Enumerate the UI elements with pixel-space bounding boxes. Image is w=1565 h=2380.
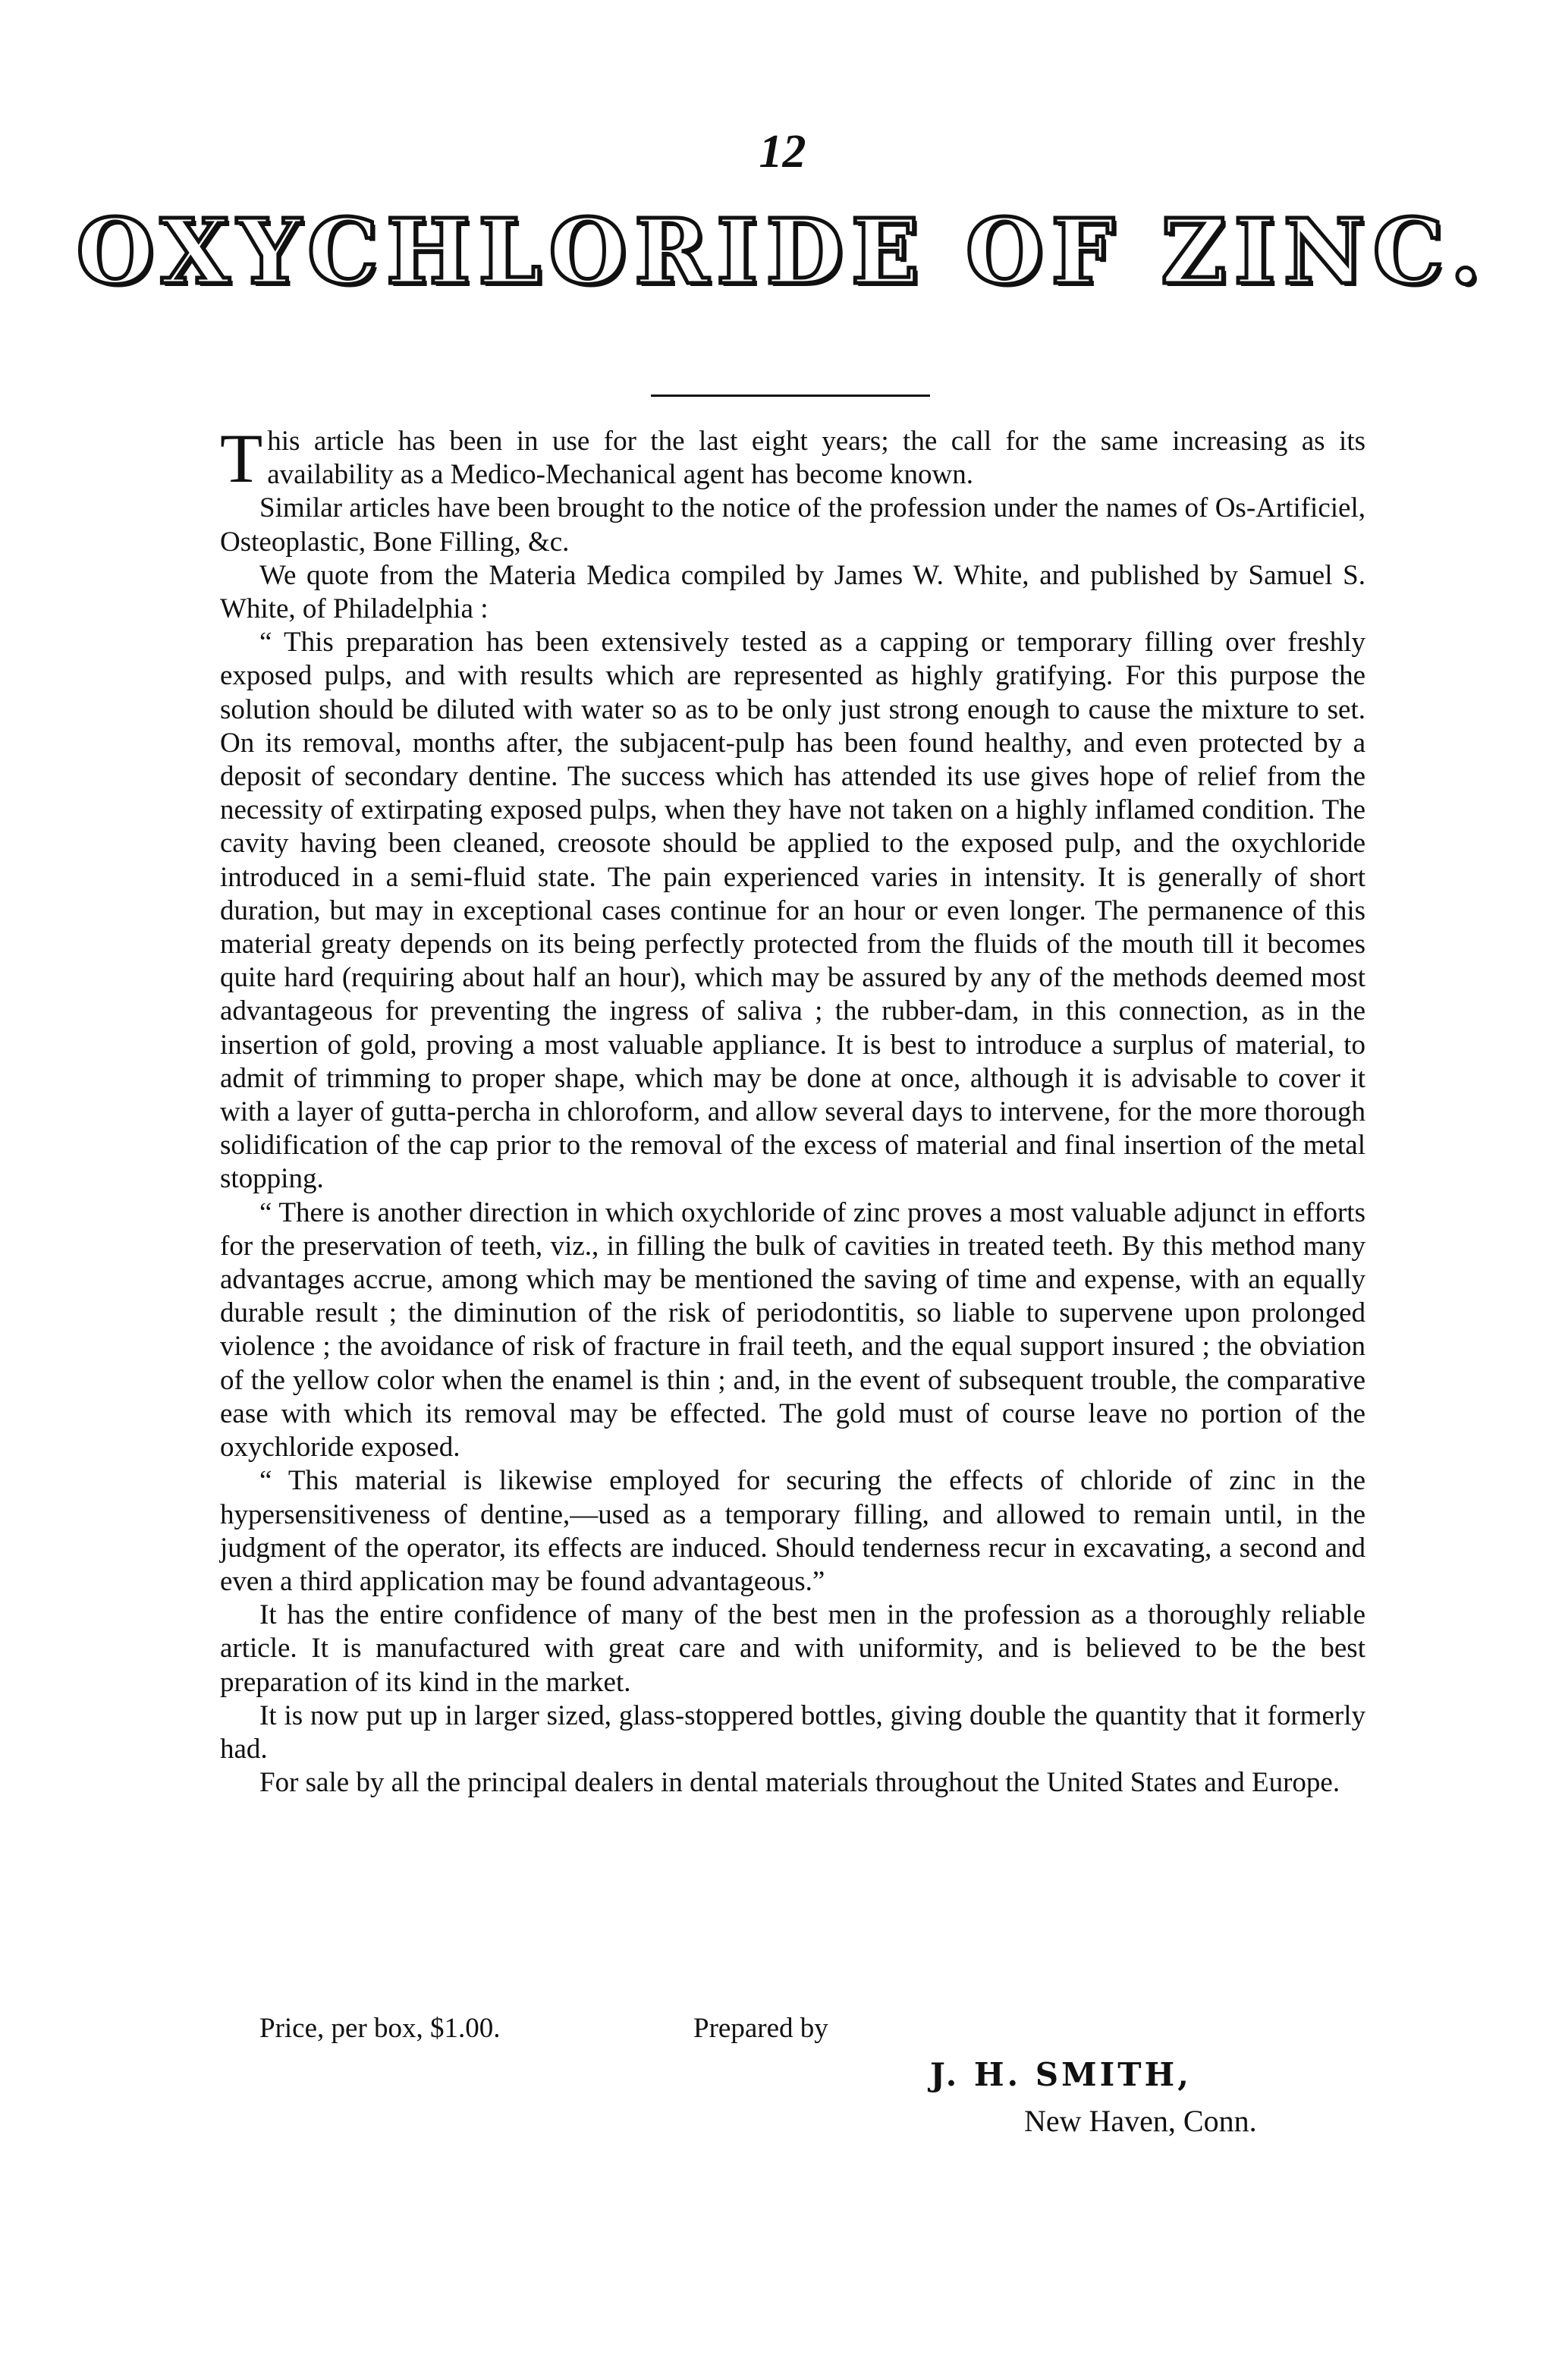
paragraph-8: It is now put up in larger sized, glass-stoppered bottles, giving double the quantity that it formerly had. xyxy=(220,1699,1365,1765)
article-body xyxy=(220,420,1365,1800)
signature-location: New Haven, Conn. xyxy=(1024,2104,1257,2138)
page-title: OXYCHLORIDE OF ZINC. xyxy=(76,199,1489,304)
paragraph-1 xyxy=(220,420,1365,497)
paragraph-1-text: his article has been in use for the last eight years; the call for the same increasing as its availability as a Medico-Mechanical agent has become known. xyxy=(267,426,1365,491)
paragraph-3: We quote from the Materia Medica compiled by James W. White, and published by Samuel S. White, of Philadelphia : xyxy=(220,559,1365,625)
paragraph-5: “ There is another direction in which oxychloride of zinc proves a most valuable adjunct in efforts for the preservation of teeth, viz., in filling the bulk of cavities in treated teeth. By this method many advantages accrue, among which may be mentioned the saving of time and expense, with an equally durable result ; the diminution of the risk of periodontitis, so liable to supervene upon prolonged violence ; the avoidance of risk of fracture in frail teeth, and the equal support insured ; the obviation of the yellow color when the enamel is thin ; and, in the event of subsequent trouble, the comparative ease with which its removal may be effected. The gold must of course leave no portion of the oxychloride exposed. xyxy=(220,1196,1365,1464)
prepared-by-text: Prepared by xyxy=(693,2013,828,2044)
price-row xyxy=(259,2012,1321,2050)
paragraph-9: For sale by all the principal dealers in dental materials throughout the United States and Europe. xyxy=(259,1767,1340,1799)
price-text: Price, per box, $1.00. xyxy=(259,2013,501,2044)
page-number: 12 xyxy=(759,126,806,178)
paragraph-6: “ This material is likewise employed for securing the effects of chloride of zinc in the hypersensitiveness of dentine,—used as a temporary filling, and allowed to remain until, in the judgment of the operator, its effects are induced. Should tenderness recur in excavating, a second and even a third application may be found advantageous.” xyxy=(220,1465,1365,1597)
paragraph-4: “ This preparation has been extensively tested as a capping or temporary filling over freshly exposed pulps, and with results which are represented as highly gratifying. For this purpose the solution should be diluted with water so as to be only just strong enough to cause the mixture to set. On its removal, months after, the subjacent-pulp has been found healthy, and even protected by a deposit of secondary dentine. The success which has attended its use gives hope of relief from the necessity of extirpating exposed pulps, when they have not taken on a highly inflamed condition. The cavity having been cleaned, creosote should be applied to the exposed pulp, and the oxychloride introduced in a semi-fluid state. The pain experienced varies in intensity. It is generally of short duration, but may in exceptional cases continue for an hour or even longer. The permanence of this material greaty depends on its being perfectly protected from the fluids of the mouth till it becomes quite hard (requiring about half an hour), which may be assured by any of the methods deemed most advantageous for preventing the ingress of saliva ; the rubber-dam, in this connection, as in the insertion of gold, proving a most valuable appliance. It is best to introduce a surplus of material, to admit of trimming to proper shape, which may be done at once, although it is advisable to cover it with a layer of gutta-percha in chloroform, and allow several days to intervene, for the more thorough solidification of the cap prior to the removal of the excess of material and final insertion of the metal stopping. xyxy=(220,627,1365,1195)
title-divider xyxy=(651,395,930,397)
signature-name: J. H. SMITH, xyxy=(930,2056,1192,2093)
paragraph-7: It has the entire confidence of many of the best men in the profession as a thoroughly reliable article. It is manufactured with great care and with uniformity, and is believed to be the best preparation of its kind in the market. xyxy=(220,1599,1365,1698)
drop-cap: T xyxy=(220,420,263,497)
paragraph-2: Similar articles have been brought to the notice of the profession under the names of Os-Artificiel, Osteoplastic, Bone Filling, &c. xyxy=(220,492,1365,558)
